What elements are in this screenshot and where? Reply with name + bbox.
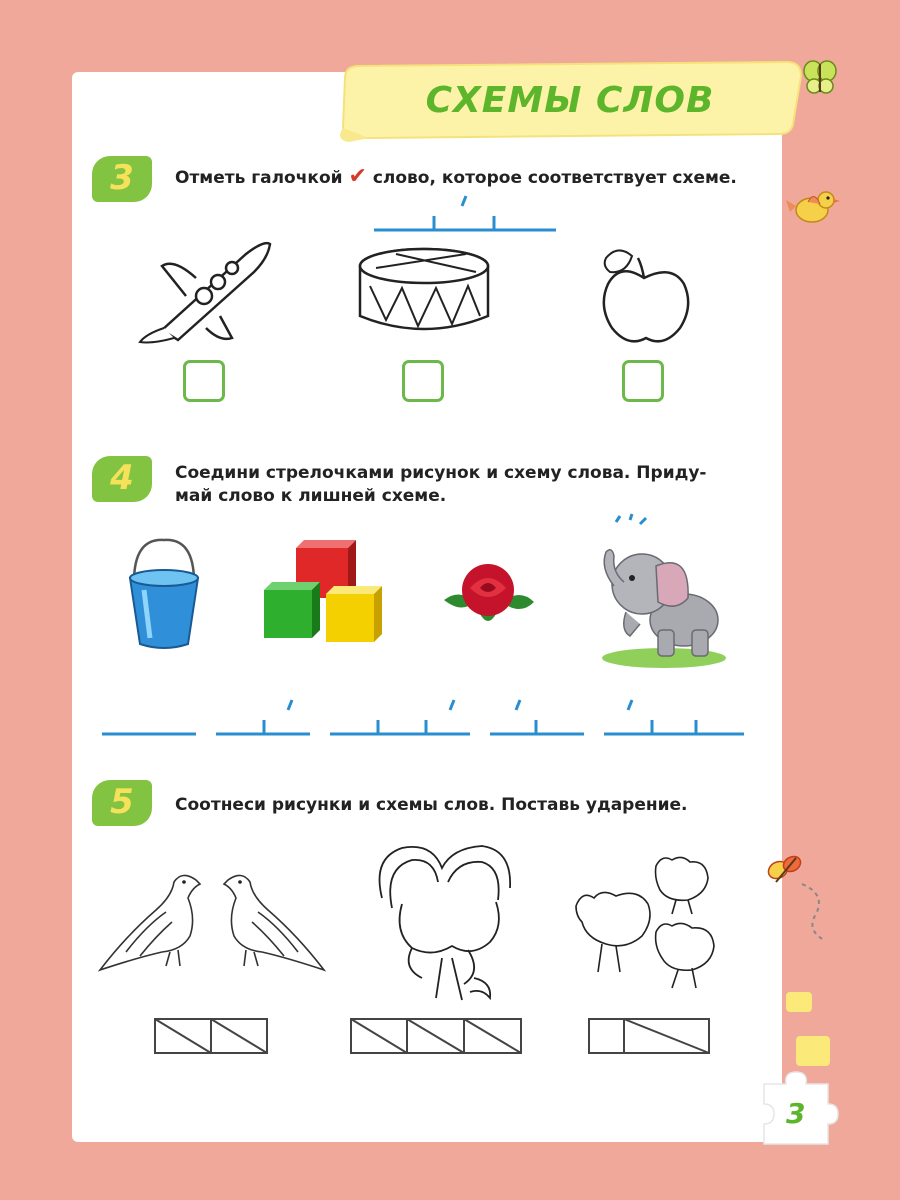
page-title: СХЕМЫ СЛОВ — [425, 80, 715, 121]
yellow-square-decor — [796, 1036, 830, 1066]
rocket-icon — [134, 236, 274, 348]
task4-line-2: май слово к лишней схеме. — [175, 486, 447, 506]
task3-instruction — [175, 165, 775, 190]
hens-icon — [572, 850, 724, 992]
task-badge-4: 4 — [92, 456, 152, 502]
task3-checkbox-apple[interactable] — [622, 360, 664, 402]
task3-text-after: слово, которое соответствует схеме. — [372, 168, 737, 188]
task5-scheme-1 — [154, 1018, 268, 1056]
butterfly-icon — [800, 58, 840, 98]
task4-scheme-2 — [216, 700, 312, 740]
rose-icon — [440, 558, 536, 628]
task5-instruction: Соотнеси рисунки и схемы слов. Поставь ударение. — [175, 795, 688, 815]
task-badge-5: 5 — [92, 780, 152, 826]
apple-icon — [598, 244, 694, 348]
cubes-icon — [262, 538, 386, 646]
task4-scheme-5 — [604, 700, 746, 740]
task4-scheme-3 — [330, 700, 472, 740]
task5-scheme-3 — [588, 1018, 710, 1056]
checkmark-icon: ✔ — [348, 164, 367, 189]
task3-scheme — [374, 192, 558, 236]
pigeons-icon — [96, 866, 328, 976]
bird-icon — [786, 182, 842, 230]
task3-checkbox-rocket[interactable] — [183, 360, 225, 402]
task4-scheme-1 — [102, 700, 198, 740]
task3-checkbox-drum[interactable] — [402, 360, 444, 402]
yellow-square-decor — [786, 992, 812, 1012]
task3-text-before: Отметь галочкой — [175, 168, 343, 188]
drum-icon — [356, 246, 492, 338]
bucket-icon — [126, 538, 202, 650]
page-number: 3 — [786, 1097, 806, 1130]
task4-instruction — [175, 462, 765, 508]
elephant-icon — [596, 512, 730, 672]
small-butterfly-icon — [766, 854, 842, 944]
task-badge-3: 3 — [92, 156, 152, 202]
task4-line-1: Соедини стрелочками рисунок и схему слова. Приду- — [175, 463, 707, 483]
task5-scheme-2 — [350, 1018, 522, 1056]
roosters-icon — [372, 838, 522, 1008]
task4-scheme-4 — [490, 700, 586, 740]
